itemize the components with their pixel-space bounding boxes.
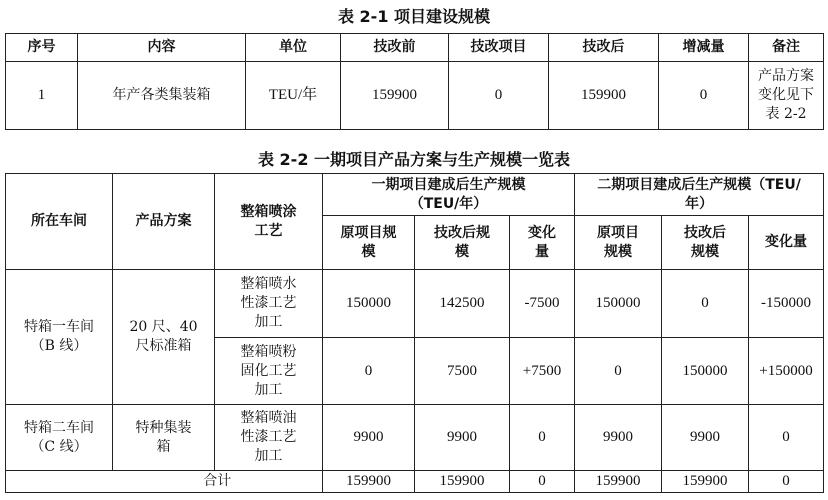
cell-value: 150000 xyxy=(575,270,662,338)
cell-value: 0 xyxy=(662,270,749,338)
header-workshop: 所在车间 xyxy=(6,174,113,270)
cell-value: 0 xyxy=(510,405,575,471)
cell-content: 年产各类集装箱 xyxy=(78,62,246,130)
table1-caption: 表 2-1 项目建设规模 xyxy=(337,7,491,26)
cell-process: 整箱喷水 性漆工艺 加工 xyxy=(215,270,323,338)
cell-total-label: 合计 xyxy=(113,471,323,493)
cell-total-value: 159900 xyxy=(662,471,749,493)
cell-value: 9900 xyxy=(323,405,415,471)
cell-total-value: 159900 xyxy=(415,471,510,493)
cell-value: 0 xyxy=(575,338,662,405)
header-unit: 单位 xyxy=(246,34,341,62)
header-phase2: 二期项目建成后生产规模（TEU/ 年） xyxy=(575,174,824,216)
header-p2-original: 原项目 规模 xyxy=(575,216,662,270)
header-after: 技改后 xyxy=(549,34,659,62)
cell-unit: TEU/年 xyxy=(246,62,341,130)
header-note: 备注 xyxy=(749,34,824,62)
cell-change: 0 xyxy=(659,62,749,130)
cell-value: 9900 xyxy=(575,405,662,471)
cell-process: 整箱喷油 性漆工艺 加工 xyxy=(215,405,323,471)
cell-value: 9900 xyxy=(662,405,749,471)
header-p1-change: 变化 量 xyxy=(510,216,575,270)
cell-value: -7500 xyxy=(510,270,575,338)
table-row xyxy=(6,62,824,130)
cell-value: 0 xyxy=(749,405,824,471)
cell-total-value: 0 xyxy=(510,471,575,493)
cell-note: 产品方案 变化见下 表 2-2 xyxy=(749,62,824,130)
table-product-plan xyxy=(5,173,824,493)
cell-value: +150000 xyxy=(749,338,824,405)
header-p2-after: 技改后 规模 xyxy=(662,216,749,270)
cell-total-spacer xyxy=(6,471,113,493)
header-content: 内容 xyxy=(78,34,246,62)
cell-workshop-c: 特箱二车间 （C 线） xyxy=(6,405,113,471)
cell-index: 1 xyxy=(6,62,78,130)
cell-total-value: 159900 xyxy=(575,471,662,493)
cell-value: 150000 xyxy=(662,338,749,405)
header-index: 序号 xyxy=(6,34,78,62)
cell-value: +7500 xyxy=(510,338,575,405)
cell-workshop-b: 特箱一车间 （B 线） xyxy=(6,270,113,405)
cell-total-value: 159900 xyxy=(323,471,415,493)
cell-value: 9900 xyxy=(415,405,510,471)
cell-project: 0 xyxy=(449,62,549,130)
cell-product-special: 特种集装 箱 xyxy=(113,405,215,471)
cell-process: 整箱喷粉 固化工艺 加工 xyxy=(215,338,323,405)
cell-value: 7500 xyxy=(415,338,510,405)
cell-product-standard: 20 尺、40 尺标准箱 xyxy=(113,270,215,405)
header-change: 增减量 xyxy=(659,34,749,62)
header-product: 产品方案 xyxy=(113,174,215,270)
header-project: 技改项目 xyxy=(449,34,549,62)
header-before: 技改前 xyxy=(341,34,449,62)
table-row xyxy=(6,405,824,471)
cell-value: -150000 xyxy=(749,270,824,338)
cell-value: 142500 xyxy=(415,270,510,338)
table-row xyxy=(6,270,824,338)
cell-total-value: 0 xyxy=(749,471,824,493)
cell-before: 159900 xyxy=(341,62,449,130)
table2-caption: 表 2-2 一期项目产品方案与生产规模一览表 xyxy=(257,150,571,169)
header-p1-original: 原项目规 模 xyxy=(323,216,415,270)
cell-value: 150000 xyxy=(323,270,415,338)
cell-value: 0 xyxy=(323,338,415,405)
header-p2-change: 变化量 xyxy=(749,216,824,270)
table-project-scale xyxy=(5,33,824,130)
cell-after: 159900 xyxy=(549,62,659,130)
table-row-total xyxy=(6,471,824,493)
header-process: 整箱喷涂 工艺 xyxy=(215,174,323,270)
header-phase1: 一期项目建成后生产规模 （TEU/年） xyxy=(323,174,575,216)
header-p1-after: 技改后规 模 xyxy=(415,216,510,270)
